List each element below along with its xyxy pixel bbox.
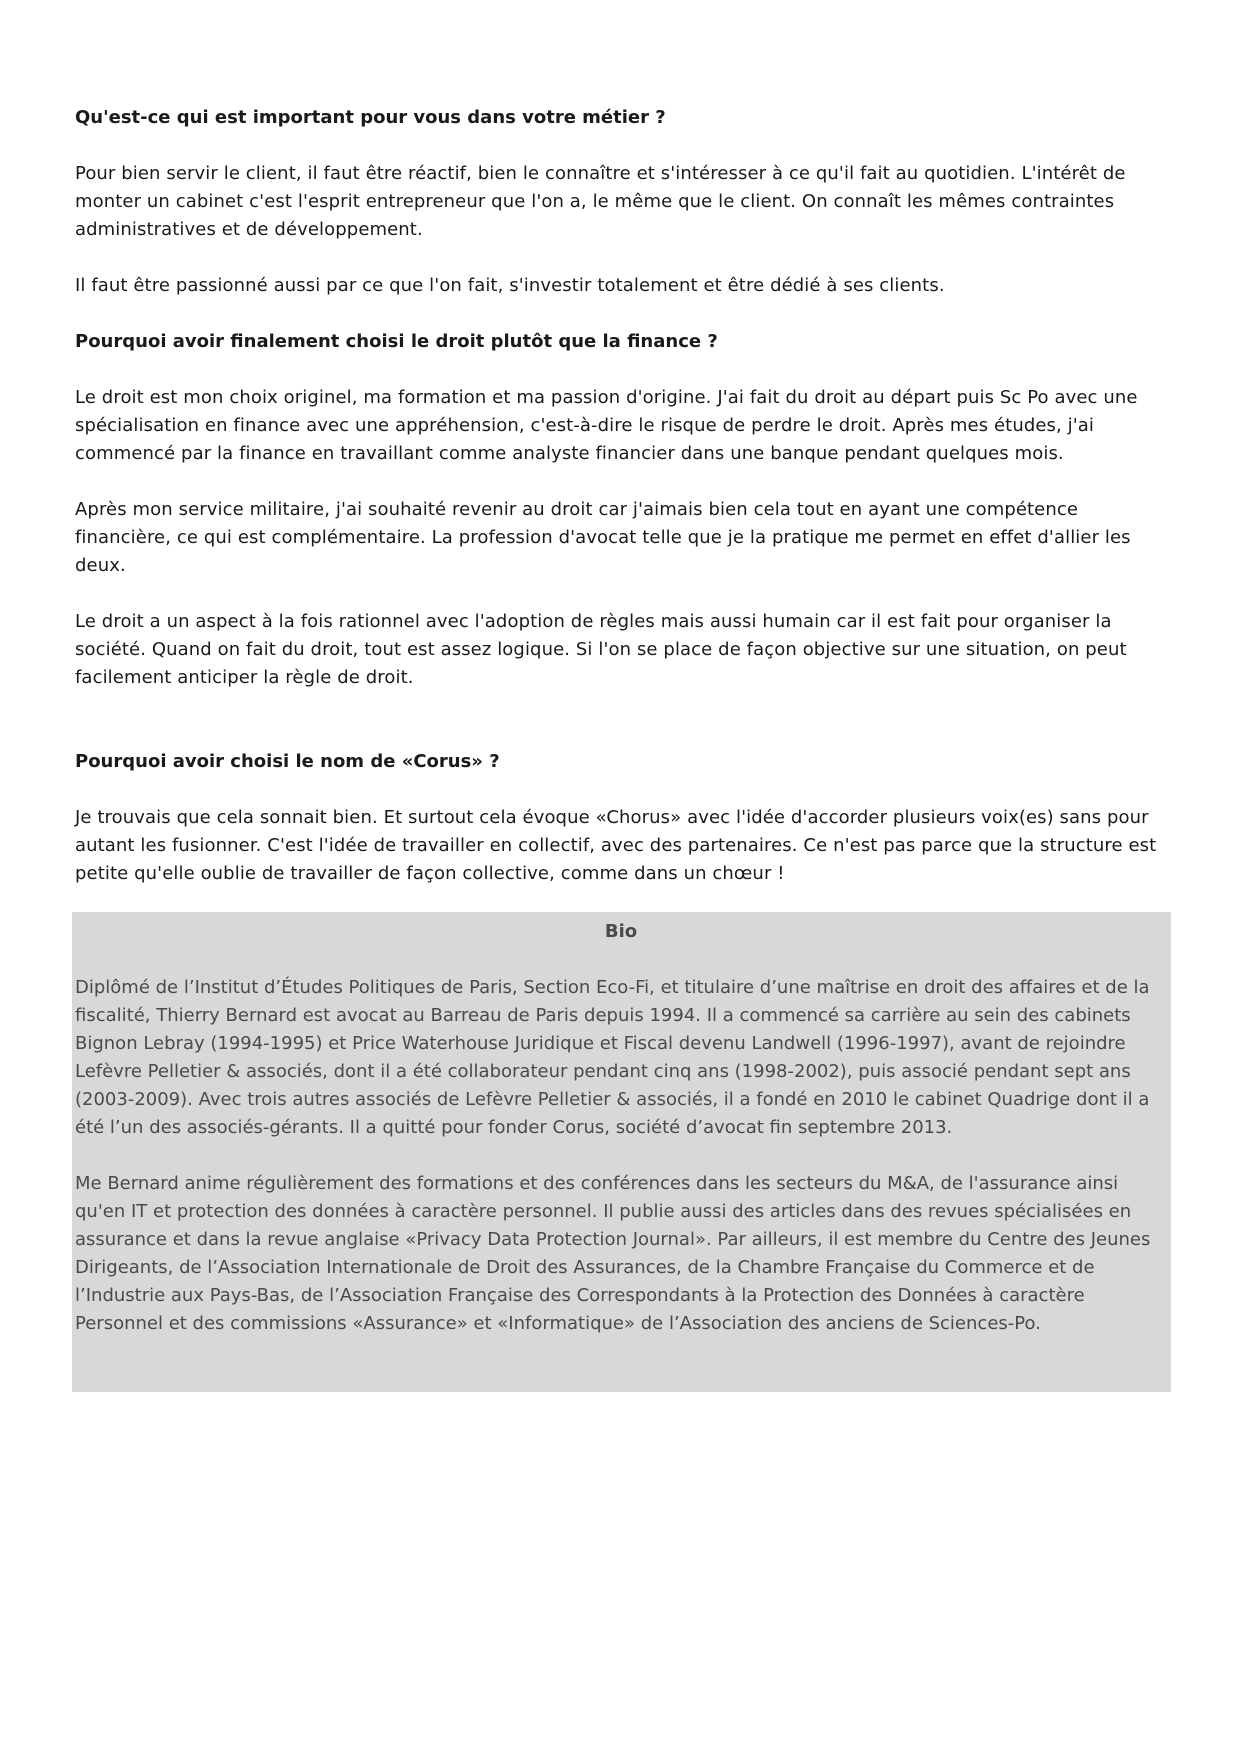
bio-box (72, 912, 1171, 1392)
answer-paragraph: Le droit a un aspect à la fois rationnel avec l'adoption de règles mais aussi humain car il est fait pour organiser la société. Quand on fait du droit, tout est assez logique. Si l'on se place de façon objective sur une situation, on peut facilement anticiper la règle de droit. (75, 611, 1127, 688)
question-heading: Pourquoi avoir finalement choisi le droit plutôt que la finance ? (75, 331, 718, 352)
answer-paragraph: Le droit est mon choix originel, ma formation et ma passion d'origine. J'ai fait du droit au départ puis Sc Po avec une spécialisation en finance avec une appréhension, c'est-à-dire le risque de perdre le droit. Après mes études, j'ai commencé par la finance en travaillant comme analyste financier dans une banque pendant quelques mois. (75, 387, 1138, 464)
answer-paragraph: Je trouvais que cela sonnait bien. Et surtout cela évoque «Chorus» avec l'idée d'accorder plusieurs voix(es) sans pour autant les fusionner. C'est l'idée de travailler en collectif, avec des partenaires. Ce n'est pas parce que la structure est petite qu'elle oublie de travailler de façon collective, comme dans un chœur ! (75, 807, 1157, 884)
bio-paragraph: Me Bernard anime régulièrement des formations et des conférences dans les secteurs du M&A, de l'assurance ainsi qu'en IT et protection des données à caractère personnel. Il publie aussi des articles dans des revues spécialisées en assurance et dans la revue anglaise «Privacy Data Protection Journal». Par ailleurs, il est membre du Centre des Jeunes Dirigeants, de l’Association Internationale de Droit des Assurances, de la Chambre Française du Commerce et de l’Industrie aux Pays-Bas, de l’Association Française des Correspondants à la Protection des Données à caractère Personnel et des commissions «Assurance» et «Informatique» de l’Association des anciens de Sciences-Po. (75, 1173, 1151, 1334)
answer-paragraph: Il faut être passionné aussi par ce que l'on fait, s'investir totalement et être dédié à ses clients. (75, 275, 945, 296)
document-body (75, 104, 1175, 888)
answer-paragraph: Après mon service militaire, j'ai souhaité revenir au droit car j'aimais bien cela tout en ayant une compétence financière, ce qui est complémentaire. La profession d'avocat telle que je la pratique me permet en effet d'allier les deux. (75, 499, 1131, 576)
bio-title: Bio (604, 921, 638, 942)
question-heading: Qu'est-ce qui est important pour vous dans votre métier ? (75, 107, 666, 128)
question-heading: Pourquoi avoir choisi le nom de «Corus» ? (75, 751, 500, 772)
answer-paragraph: Pour bien servir le client, il faut être réactif, bien le connaître et s'intéresser à ce qu'il fait au quotidien. L'intérêt de monter un cabinet c'est l'esprit entrepreneur que l'on a, le même que le client. On connaît les mêmes contraintes administratives et de développement. (75, 163, 1126, 240)
bio-paragraph: Diplômé de l’Institut d’Études Politiques de Paris, Section Eco-Fi, et titulaire d’une maîtrise en droit des affaires et de la fiscalité, Thierry Bernard est avocat au Barreau de Paris depuis 1994. Il a commencé sa carrière au sein des cabinets Bignon Lebray (1994-1995) et Price Waterhouse Juridique et Fiscal devenu Landwell (1996-1997), avant de rejoindre Lefèvre Pelletier & associés, dont il a été collaborateur pendant cinq ans (1998-2002), puis associé pendant sept ans (2003-2009). Avec trois autres associés de Lefèvre Pelletier & associés, il a fondé en 2010 le cabinet Quadrige dont il a été l’un des associés-gérants. Il a quitté pour fonder Corus, société d’avocat fin septembre 2013. (75, 977, 1150, 1138)
